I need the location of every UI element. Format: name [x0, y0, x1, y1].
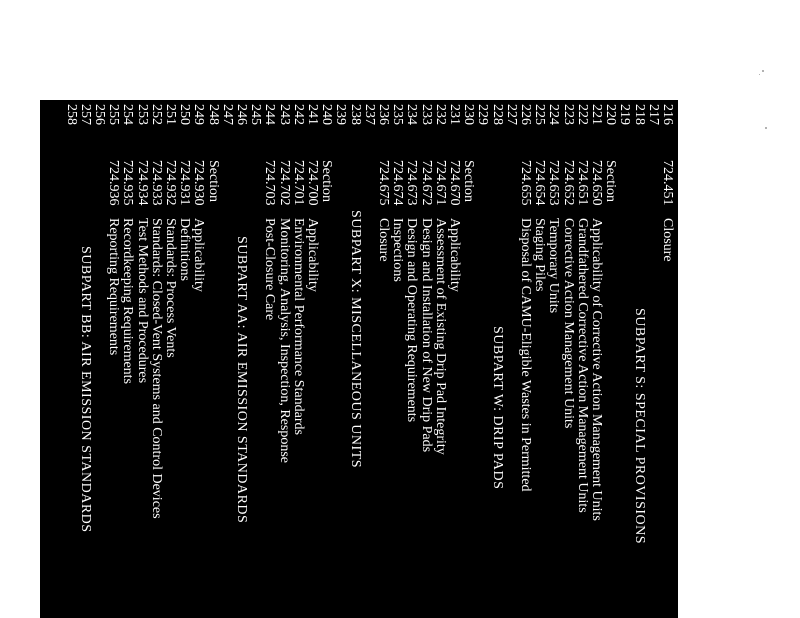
section-number: 724.650	[589, 160, 604, 206]
section-title: Definitions	[177, 218, 193, 281]
line-number: 247	[219, 104, 235, 125]
line-number: 252	[148, 104, 164, 125]
scan-speck	[759, 74, 760, 75]
section-number: 724.671	[432, 160, 448, 206]
section-title: Standards: Process Vents	[163, 218, 178, 358]
section-number: 724.674	[390, 160, 406, 206]
line-number: 237	[361, 104, 377, 125]
section-number: Section	[205, 160, 221, 202]
section-title: Recordkeeping Requirements	[120, 218, 136, 385]
line-number: 236	[376, 104, 391, 125]
line-number: 223	[560, 104, 576, 125]
section-number: 724.931	[177, 160, 193, 206]
line-number: 254	[120, 104, 136, 125]
line-number: 216	[660, 104, 675, 125]
line-number: 238	[347, 104, 363, 125]
line-number: 255	[106, 104, 122, 125]
section-title: Standards: Closed-Vent Systems and Control Devices	[148, 218, 164, 519]
line-number: 253	[134, 104, 150, 125]
line-number: 226	[518, 104, 533, 125]
line-number: 257	[77, 104, 93, 125]
section-number: 724.675	[376, 160, 391, 206]
section-title: Disposal of CAMU-Eligible Wastes in Permitted	[518, 218, 533, 492]
section-number: 724.673	[404, 160, 420, 206]
line-number: 240	[319, 104, 335, 125]
line-number: 248	[205, 104, 221, 125]
line-number: 217	[645, 104, 661, 125]
line-number: 230	[461, 104, 477, 125]
section-title: Design and Installation of New Drip Pads	[418, 218, 434, 453]
section-title: Corrective Action Management Units	[560, 218, 576, 429]
section-title: Temporary Units	[546, 218, 562, 314]
line-number: 258	[63, 104, 79, 125]
line-number: 241	[305, 104, 320, 125]
line-number: 222	[574, 104, 590, 125]
subpart-heading: SUBPART AA: AIR EMISSION STANDARDS	[234, 236, 249, 524]
subpart-heading: SUBPART BB: AIR EMISSION STANDARDS	[77, 246, 93, 533]
section-title: Test Methods and Procedures	[134, 218, 150, 384]
section-number: 724.653	[546, 160, 562, 206]
subpart-heading: SUBPART X: MISCELLANEOUS UNITS	[347, 210, 363, 469]
line-number: 233	[418, 104, 434, 125]
section-number: 724.654	[532, 160, 548, 206]
scan-speck	[765, 127, 767, 129]
line-number: 219	[617, 104, 633, 125]
line-number: 224	[546, 104, 562, 125]
subpart-heading: SUBPART W: DRIP PADS	[489, 326, 505, 490]
line-number: 250	[177, 104, 193, 125]
section-number: 724.651	[574, 160, 590, 206]
section-title: Post-Closure Care	[262, 218, 278, 321]
line-number: 243	[276, 104, 292, 125]
section-number: 724.451	[660, 160, 675, 206]
line-number: 251	[163, 104, 178, 125]
section-number: 724.930	[191, 160, 207, 206]
line-number: 218	[631, 104, 647, 125]
section-number: 724.652	[560, 160, 576, 206]
section-title: Closure	[660, 218, 675, 262]
section-title: Applicability	[305, 218, 320, 292]
section-title: Applicability	[447, 218, 462, 292]
section-title: Applicability of Corrective Action Management Units	[589, 218, 604, 521]
section-title: Monitoring, Analysis, Inspection, Response	[276, 218, 292, 463]
section-title: Reporting Requirements	[106, 218, 122, 356]
section-number: 724.670	[447, 160, 462, 206]
section-number: 724.932	[163, 160, 178, 206]
section-number: 724.672	[418, 160, 434, 206]
line-number: 229	[475, 104, 491, 125]
line-number: 227	[503, 104, 519, 125]
section-title: Closure	[376, 218, 391, 262]
section-title: Grandfathered Corrective Action Management Units	[574, 218, 590, 513]
line-number: 221	[589, 104, 604, 125]
section-number: Section	[319, 160, 335, 202]
section-title: Applicability	[191, 218, 207, 292]
line-number: 256	[92, 104, 107, 125]
subpart-heading: SUBPART S: SPECIAL PROVISIONS	[631, 308, 647, 545]
rotated-page-content	[40, 100, 678, 618]
section-title: Assessment of Existing Drip Pad Integrity	[432, 218, 448, 455]
section-number: 724.655	[518, 160, 533, 206]
section-number: Section	[461, 160, 477, 202]
section-number: 724.703	[262, 160, 278, 206]
section-title: Inspections	[390, 218, 406, 282]
section-number: 724.933	[148, 160, 164, 206]
section-number: 724.934	[134, 160, 150, 206]
section-number: 724.936	[106, 160, 122, 206]
section-title: Environmental Performance Standards	[290, 218, 306, 435]
section-number: 724.935	[120, 160, 136, 206]
section-number: 724.701	[290, 160, 306, 206]
section-title: Staging Piles	[532, 218, 548, 292]
section-number: 724.702	[276, 160, 292, 206]
line-number: 242	[290, 104, 306, 125]
line-number: 231	[447, 104, 462, 125]
line-number: 249	[191, 104, 207, 125]
line-number: 246	[234, 104, 249, 125]
section-number: Section	[603, 160, 619, 202]
line-number: 225	[532, 104, 548, 125]
line-number: 245	[248, 104, 264, 125]
line-number: 235	[390, 104, 406, 125]
section-title: Design and Operating Requirements	[404, 218, 420, 423]
line-number: 244	[262, 104, 278, 125]
line-number: 220	[603, 104, 619, 125]
line-number: 232	[432, 104, 448, 125]
line-number: 228	[489, 104, 505, 125]
scanned-page-negative	[40, 100, 678, 618]
scan-speck	[762, 70, 764, 72]
section-number: 724.700	[305, 160, 320, 206]
line-number: 239	[333, 104, 349, 125]
line-number: 234	[404, 104, 420, 125]
